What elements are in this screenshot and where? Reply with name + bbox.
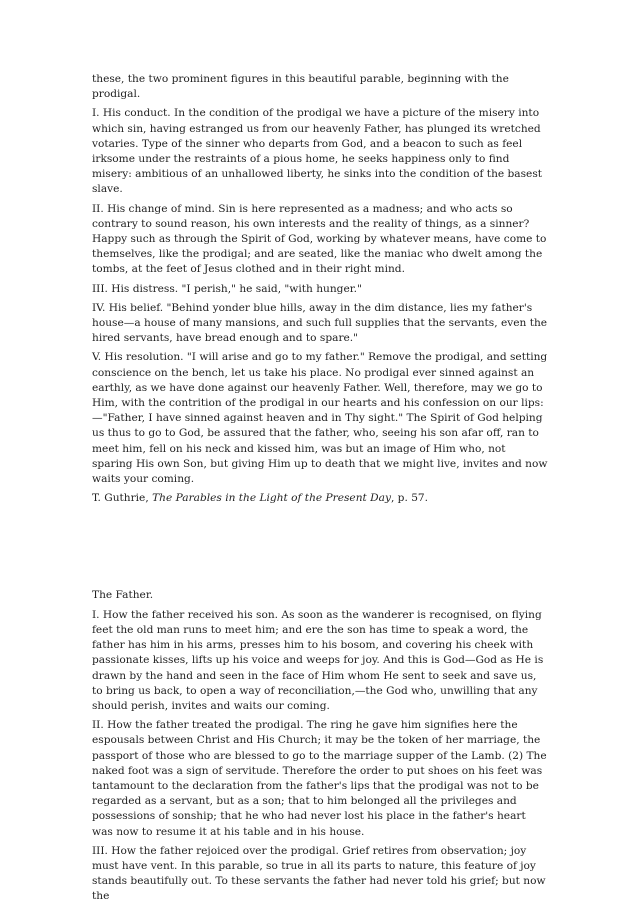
paragraph-intro: these, the two prominent figures in this beautiful parable, beginning with the prodigal. [92, 73, 509, 101]
section-heading: The Father. [92, 589, 154, 602]
paragraph-his-change-of-mind: II. His change of mind. Sin is here represented as a madness; and who acts so contrary to sound reason, his own interests and the reality of things, as a sinner? Happy such as through the Spirit of God, working by whatever means, have come to themselves, like the prodigal; and are seated, like the maniac who dwelt among the tombs, at the feet of Jesus clothed and in their right mind. [92, 202, 547, 276]
paragraph-his-belief: IV. His belief. "Behind yonder blue hills, away in the dim distance, lies my father's house—a house of many mansions, and such full supplies that the servants, even the hired servants, have bread enough and to spare." [92, 301, 548, 345]
paragraph-father-received: I. How the father received his son. As soon as the wanderer is recognised, on flying feet the old man runs to meet him; and ere the son has time to speak a word, the father has him in his arms, presses him to his bosom, and covering his cheek with passionate kisses, lifts up his voice and weeps for joy. And this is God—God as He is drawn by the hand and seen in the face of Him whom He sent to seek and save us, to bring us back, to open a way of reconciliation,—the God who, unwilling that any should perish, invites and waits our coming. [92, 608, 544, 712]
paragraph-his-resolution: V. His resolution. "I will arise and go to my father." Remove the prodigal, and setting conscience on the bench, let us take his place. No prodigal ever sinned against an earthly, as we have done against our heavenly Father. Well, therefore, may we go to Him, with the contrition of the prodigal in our hearts and his confession on our lips:—"Father, I have sinned against heaven and in Thy sight." The Spirit of God helping us thus to go to God, be assured that the father, who, seeing his son afar off, ran to meet him, fell on his neck and kissed him, was but an image of Him who, not sparing His own Son, but giving Him up to death that we might live, invites and now waits your coming. [92, 351, 548, 486]
paragraph-his-conduct: I. His conduct. In the condition of the prodigal we have a picture of the misery into which sin, having estranged us from our heavenly Father, has plunged its wretched votaries. Type of the sinner who departs from God, and a beacon to such as feel irksome under the restraints of a pious home, he seeks happiness only to find misery: ambitious of an unhallowed liberty, he sinks into the condition of the basest slave. [92, 107, 543, 196]
citation-title: The Parables in the Light of the Present Day [152, 492, 391, 505]
paragraph-father-rejoiced: III. How the father rejoiced over the prodigal. Grief retires from observation; joy must have vent. In this parable, so true in all its parts to nature, this feature of joy stands beautifully out. To these servants the father had never told his grief; but now the [92, 844, 546, 903]
citation-page: , p. 57. [390, 492, 429, 505]
section-gap [92, 510, 548, 588]
citation [92, 491, 548, 506]
paragraph-father-treated: II. How the father treated the prodigal. The ring he gave him signifies here the espousals between Christ and His Church; it may be the token of her marriage, the passport of those who are blessed to go to the marriage supper of the Lamb. (2) The naked foot was a sign of servitude. Therefore the order to put shoes on his feet was tantamount to the declaration from the father's lips that the prodigal was not to be regarded as a servant, but as a son; that to him belonged all the privileges and possessions of sonship; that he who had never lost his place in the father's heart was now to resume it at his table and in his house. [92, 719, 547, 838]
paragraph-his-distress: III. His distress. "I perish," he said, "with hunger." [92, 282, 362, 295]
text-column [92, 72, 548, 909]
citation-author: T. Guthrie, [92, 492, 153, 505]
